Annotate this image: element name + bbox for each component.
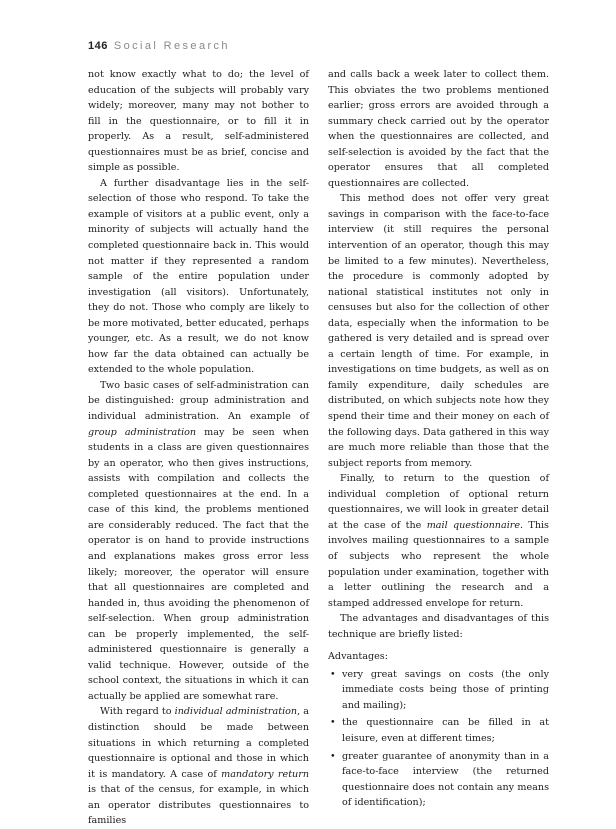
paragraph: not know exactly what to do; the level of education of the subjects will probably vary widely; moreover, many may not bother to fill in the questionnaire, or to fill it in properly. As a result, self-administered questionnaires must be as brief, concise and simple as possible. [88, 69, 309, 174]
paragraph [88, 378, 309, 704]
text-run: may be seen when students in a class are given questionnaires by an operator, who then gives instructions, assists with compilation and collects the completed questionnaires at the end. In a case of this kind, the problems mentioned are considerably reduced. The fact that the operator is on hand to provide instructions and explanations makes gross error less likely; moreover, the operator will ensure that all questionnaires are completed and handed in, thus avoiding the phenomenon of self-selection. When group administration can be properly implemented, the self-administered questionnaire is generally a valid technique. However, outside of the school context, the situations in which it can actually be applied are somewhat rare. [88, 426, 309, 702]
list-heading: Advantages: [328, 651, 388, 663]
left-column [88, 67, 309, 829]
emphasis: individual administration [174, 706, 298, 718]
text-run: With regard to [100, 706, 175, 718]
text-run: Two basic cases of self-administration can be distinguished: group administration and individual administration. An example of [88, 379, 309, 423]
list-item: • very great savings on costs (the only immediate costs being those of printing and mailing); [328, 667, 549, 714]
paragraph [328, 471, 549, 611]
emphasis: group administration [88, 426, 197, 438]
running-head [88, 40, 230, 52]
text-run: is that of the census, for example, in which an operator distributes questionnaires to families [88, 784, 309, 827]
page-number: 146 [88, 40, 108, 52]
book-title: Social Research [113, 40, 230, 52]
list-item: • greater guarantee of anonymity than in a face-to-face interview (the returned questionnaire does not contain any means of identification); [328, 749, 549, 811]
paragraph: and calls back a week later to collect them. This obviates the two problems mentioned earlier; gross errors are avoided through a summary check carried out by the operator when the questionnaires are collected, and self-selection is avoided by the fact that the operator ensures that all completed questionnaires are collected. [328, 69, 549, 189]
list-item: • the questionnaire can be filled in at leisure, even at different times; [328, 715, 549, 746]
text-run: . This involves mailing questionnaires to a sample of subjects who represent the whole population under examination, together with a letter outlining the research and a stamped addressed envelope for return. [328, 519, 549, 609]
right-column [328, 67, 549, 813]
paragraph: A further disadvantage lies in the self-selection of those who respond. To take the example of visitors at a public event, only a minority of subjects will actually hand the completed questionnaire back in. This would not matter if they represented a random sample of the entire population under investigation (all visitors). Unfortunately, they do not. Those who comply are likely to be more motivated, better educated, perhaps younger, etc. As a result, we do not know how far the data obtained can actually be extended to the whole population. [88, 177, 309, 376]
paragraph: The advantages and disadvantages of this technique are briefly listed: [328, 613, 549, 640]
paragraph [88, 704, 309, 828]
emphasis: mandatory return [221, 768, 309, 780]
paragraph: This method does not offer very great savings in comparison with the face-to-face interview (it still requires the personal intervention of an operator, though this may be limited to a few minutes). Nevertheless, the procedure is commonly adopted by national statistical institutes not only in censuses but also for the collection of other data, especially when the information to be gathered is very detailed and is spread over a certain length of time. For example, in investigations on time budgets, as well as on family expenditure, daily schedules are distributed, on which subjects note how they spend their time and their money on each of the following days. Data gathered in this way are much more reliable than those that the subject reports from memory. [328, 193, 549, 469]
emphasis: mail questionnaire [426, 519, 521, 531]
text-run: Finally, to return to the question of individual completion of optional return questionnaires, we will look in greater detail at the case of the [328, 473, 549, 531]
text-run: , a distinction should be made between situations in which returning a completed questionnaire is optional and those in which it is mandatory. A case of [88, 706, 309, 780]
advantages-list [328, 667, 549, 811]
